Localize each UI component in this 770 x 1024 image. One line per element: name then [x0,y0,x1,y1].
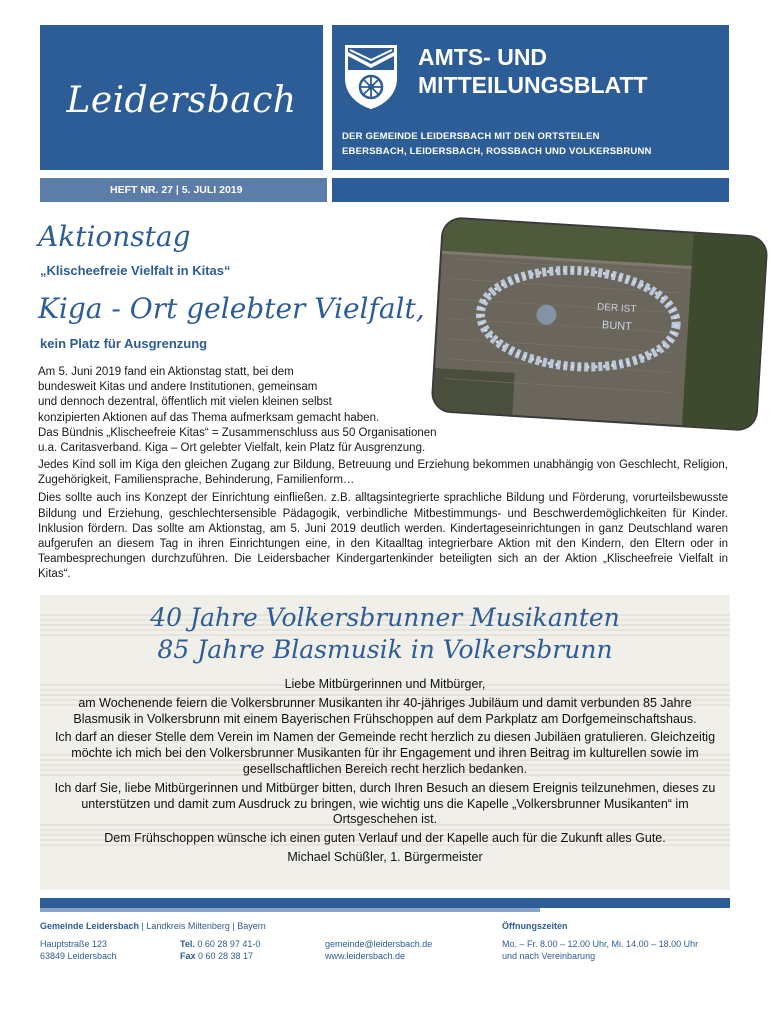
chalk-text-1: DER IST [596,301,637,316]
footer-bar [40,898,730,908]
footer-org: Gemeinde Leidersbach | Landkreis Miltenberg | Bayern [40,921,266,931]
email-link[interactable]: gemeinde@leidersbach.de [325,939,433,949]
article-title: Aktionstag [38,220,191,253]
title-box [332,25,729,170]
issue-number: HEFT NR. 27 | 5. JULI 2019 [40,178,327,202]
publication-subtitle: DER GEMEINDE LEIDERSBACH MIT DEN ORTSTEILEN EBERSBACH, LEIDERSBACH, ROSSBACH UND VOLKERSBRUNN [342,131,652,157]
footer-phone: Tel. 0 60 28 97 41-0 Fax 0 60 28 38 17 [180,939,261,961]
music-title: 40 Jahre Volkersbrunner Musikanten [150,603,620,632]
footer-contact [325,938,432,962]
music-subtitle: 85 Jahre Blasmusik in Volkersbrunn [157,635,613,664]
aerial-photo [432,218,766,429]
header-stripe [332,178,729,202]
paragraph: Ich darf an dieser Stelle dem Verein im Namen der Gemeinde recht herzlich zu diesen Jubiläen gratulieren. Gleichzeitig möchte ich mich bei den Volkersbrunner Musikanten für ihr Engagement und ihren Beitrag im kulturellen sowie im gesellschaftlichen Bereich recht herzlich bedanken. [54,730,716,776]
signature-line: Michael Schüßler, 1. Bürgermeister [287,849,483,864]
footer-hours: Öffnungszeiten Mo. – Fr. 8.00 – 12.00 Uhr, Mi. 14.00 – 18.00 Uhr und nach Vereinbarung [502,921,699,961]
footer-address: Hauptstraße 123 63849 Leidersbach [40,939,117,961]
chalk-text-2: BUNT [601,319,633,333]
music-letter [54,677,716,869]
paragraph: Ich darf Sie, liebe Mitbürgerinnen und Mitbürger bitten, durch Ihren Besuch an diesem Ereignis teilzunehmen, dieses zu unterstützen und damit zum Ausdruck zu bringen, wie wichtig uns die Kapelle „Volkersbrunner Musikanten“ im Ortsgeschehen ist. [54,780,716,827]
paragraph: Liebe Mitbürgerinnen und Mitbürger, [284,677,486,691]
paragraph: Dem Frühschoppen wünsche ich einen guten Verlauf und der Kapelle auch für die Zukunft alles Gute. [104,831,666,846]
paragraph: am Wochenende feiern die Volkersbrunner Musikanten ihr 40-jähriges Jubiläum und damit verbunden 85 Jahre Blasmusik in Volkersbrunn mit einem Bayerischen Frühschoppen auf dem Parkplatz am Dorfgemeinschaftshaus. [73,695,697,726]
article-subtitle: „Klischeefreie Vielfalt in Kitas“ [40,263,231,278]
coat-of-arms-icon [342,42,400,110]
paragraph: Jedes Kind soll im Kiga den gleichen Zugang zur Bildung, Betreuung und Erziehung bekommen unabhängig von Geschlecht, Religion, Zugehörigkeit, Familiensprache, Behinderung, Familienform… [38,459,728,487]
paragraph: Dies sollte auch ins Konzept der Einrichtung einfließen. z.B. alltagsintegrierte sprachliche Bildung und Förderung, vorurteilsbewusste Bildung und Erziehung, geschlechtersensible Pädagogik, verbindliche Mitbestimmungs- und Beschwerdemöglichkeiten für Kinder. Inklusion fördern. Das sollte am Aktionstag, am 5. Juni 2019 deutlich werden. Kindertageseinrichtungen in ganz Deutschland waren aufgerufen an diesem Tag in ihren Einrichtungen eine, in den Kitaalltag integrierbare Aktion mit den Kindern, den Eltern oder in Teambesprechungen durchzuführen. Die Leidersbacher Kindergartenkinder beteiligten sich an der Aktion „Klischeefreie Vielfalt in Kitas“. [38,492,728,581]
publication-title: AMTS- UND MITTEILUNGSBLATT [418,44,648,98]
photo-scene [432,218,766,429]
brand-name: Leidersbach [66,80,297,121]
music-article-box [40,595,730,890]
footer-bar-accent [40,908,540,912]
article-body [38,458,728,586]
brand-box [40,25,323,170]
article-headline: Kiga - Ort gelebter Vielfalt, [38,292,425,325]
website-link[interactable]: www.leidersbach.de [325,951,406,961]
article-intro: Am 5. Juni 2019 fand ein Aktionstag statt, bei dem bundesweit Kitas und andere Institutionen, gemeinsam und dennoch dezentral, öffentlich mit vielen kleinen selbst konzipierten Aktionen auf das Thema aufmerksam gemacht haben. Das Bündnis „Klischeefreie Kitas“ = Zusammenschluss aus 50 Organisationen u.a. Caritasverband. Kiga – Ort gelebter Vielfalt, kein Platz für Ausgrenzung. [38,366,437,455]
article-subheadline: kein Platz für Ausgrenzung [40,336,208,351]
